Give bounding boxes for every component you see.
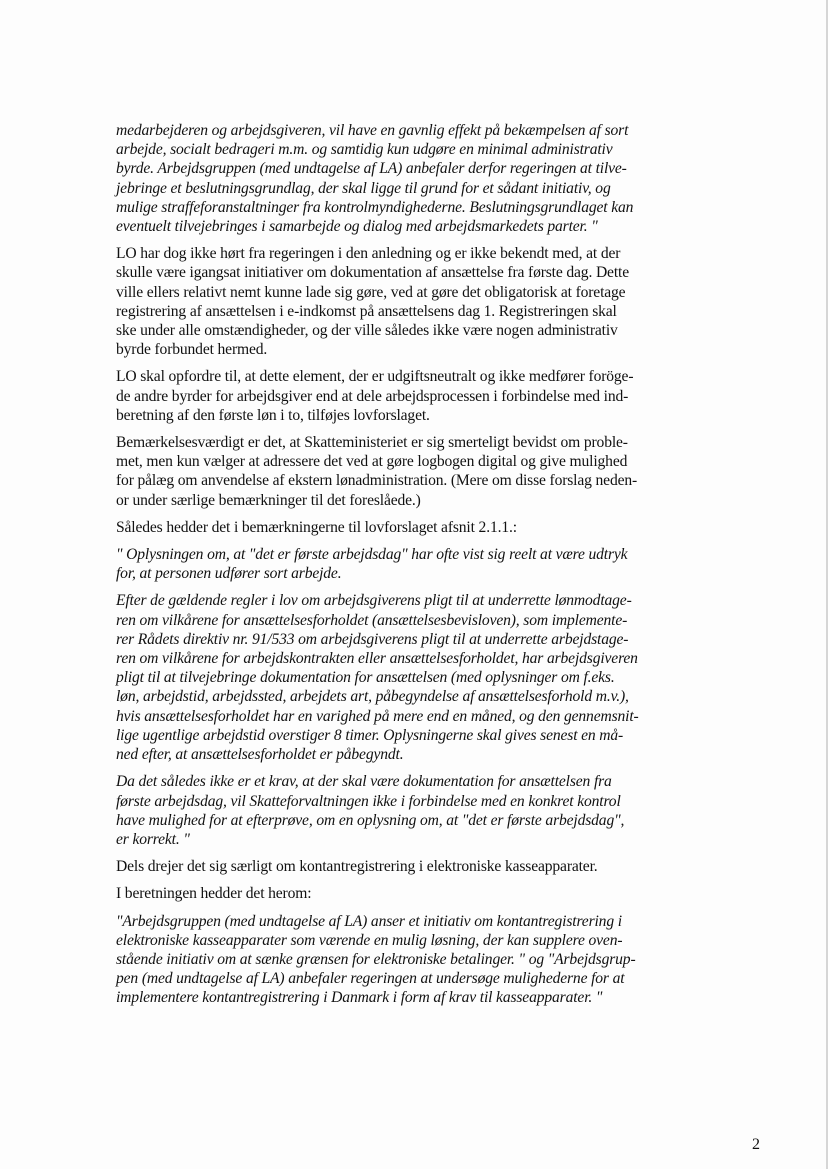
body-paragraph-report-intro: I beretningen hedder det herom: — [116, 885, 312, 903]
quote-paragraph-1: medarbejderen og arbejdsgiveren, vil have en gavnlig effekt på bekæmpelsen af sort arbejde, socialt bedrageri m.m. og samtidig kun udgøre en minimal administrativ byrde. Arbejdsgruppen (med undtagelse af LA) anbefaler derfor regeringen at tilve- jebringe et beslutningsgrundlag, der skal ligge til grund for et sådant initiativ, og mulige straffeforanstaltninger fra kontrolmyndighederne. Beslutningsgrundlaget kan eventuelt tilvejebringes i samarbejde og dialog med arbejdsmarkedets parter. " — [116, 122, 634, 236]
document-body — [116, 121, 686, 1016]
body-paragraph-remarks-intro: Således hedder det i bemærkningerne til lovforslaget afsnit 2.1.1.: — [116, 518, 517, 536]
quote-paragraph-current-rules: Efter de gældende regler i lov om arbejdsgiverens pligt til at underrette lønmodtage- ren om vilkårene for ansættelsesforholdet (ansættelsesbevisloven), som implemente- rer Rådets direktiv nr. 91/533 om arbejdsgiverens pligt til at underrette arbejdstage- ren om vilkårene for arbejdskontrakten eller ansættelsesforholdet, har arbejdsgiveren pligt til at tilvejebringe dokumentation for ansættelsen (med oplysninger om f.eks. løn, arbejdstid, arbejdssted, arbejdets art, påbegyndelse af ansættelsesforhold m.v.), hvis ansættelsesforholdet har en varighed på mere end en måned, og den gennemsnit- lige ugentlige arbejdstid overstiger 8 timer. Oplysningerne skal gives senest en må- ned efter, at ansættelsesforholdet er påbegyndt. — [116, 592, 639, 764]
quote-paragraph-working-group: "Arbejdsgruppen (med undtagelse af LA) anser et initiativ om kontantregistrering i elektroniske kasseapparater som værende en mulig løsning, der kan supplere oven- stående initiativ om at sænke grænsen for elektroniske betalinger. " og "Arbejdsgrup- pen (med undtagelse af LA) anbefaler regeringen at undersøge mulighederne for at implementere kontantregistrering i Danmark i form af krav til kasseapparater. " — [116, 912, 636, 1007]
quote-paragraph-no-requirement: Da det således ikke er et krav, at der skal være dokumentation for ansættelsen fra første arbejdsdag, vil Skatteforvaltningen ikke i forbindelse med en konkret kontrol have mulighed for at efterprøve, om en oplysning om, at "det er første arbejdsdag", er korrekt. " — [116, 773, 625, 848]
page-number: 2 — [752, 1136, 760, 1153]
quote-paragraph-first-workday: " Oplysningen om, at "det er første arbejdsdag" har ofte vist sig reelt at være udtryk for, at personen udfører sort arbejde. — [116, 546, 628, 583]
body-paragraph-lo-not-heard: LO har dog ikke hørt fra regeringen i den anledning og er ikke bekendt med, at der skulle være igangsat initiativer om dokumentation af ansættelse fra første dag. Dette ville ellers relativt nemt kunne lade sig gøre, ved at gøre det obligatorisk at foretage registrering af ansættelsen i e-indkomst på ansættelsens dag 1. Registreringen skal ske under alle omstændigheder, og der ville således ikke være nogen administrativ byrde forbundet hermed. — [116, 245, 629, 359]
body-paragraph-noteworthy: Bemærkelsesværdigt er det, at Skatteministeriet er sig smerteligt bevidst om proble- met, men kun vælger at adressere det ved at gøre logbogen digital og give mulighed for pålæg om anvendelse af ekstern lønadministration. (Mere om disse forslag neden- or under særlige bemærkninger til det foreslåede.) — [116, 434, 638, 509]
body-paragraph-cash-registers: Dels drejer det sig særligt om kontantregistrering i elektroniske kasseapparater. — [116, 858, 598, 876]
body-paragraph-lo-urges: LO skal opfordre til, at dette element, der er udgiftsneutralt og ikke medfører foröge- de andre byrder for arbejdsgiver end at dele arbejdsprocessen i forbindelse med ind- beretning af den første løn i to, tilføjes lovforslaget. — [116, 368, 634, 424]
